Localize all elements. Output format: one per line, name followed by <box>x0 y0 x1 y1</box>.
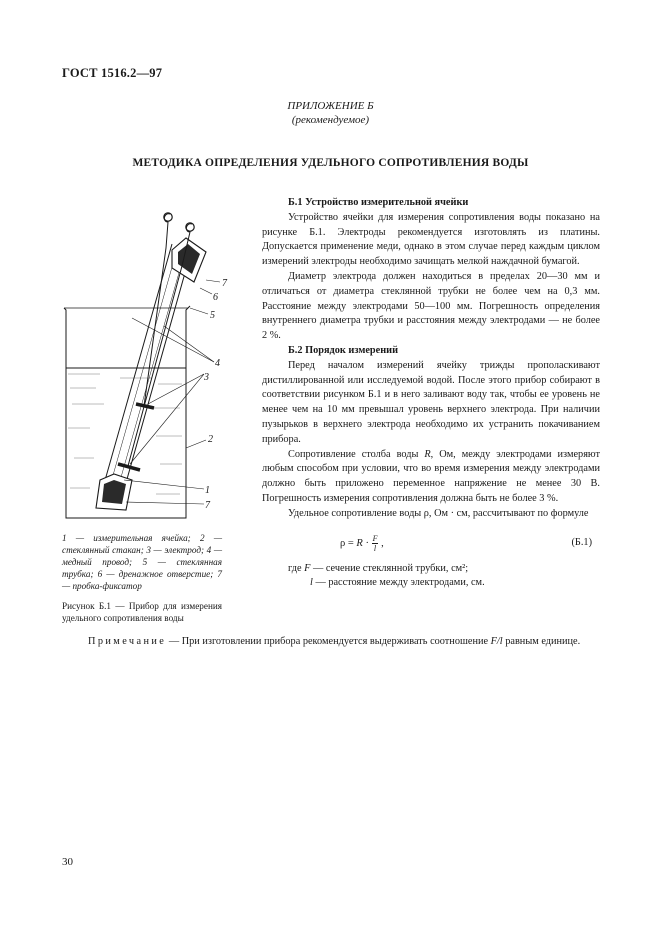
figure-caption: Рисунок Б.1 — Прибор для измерения удельного сопротивления воды <box>62 601 222 623</box>
note-label: Примечание <box>88 636 167 647</box>
section-b2-paragraph-2 <box>262 448 600 507</box>
figure-label-3: 3 <box>204 372 209 383</box>
formula-lhs: ρ = <box>340 537 357 549</box>
figure-label-5: 5 <box>210 310 215 321</box>
document-header: ГОСТ 1516.2—97 <box>62 66 163 80</box>
section-b1-paragraph-2: Диаметр электрода должен находиться в пределах 20—30 мм и отличаться от диаметра стеклянной трубки не более чем на 0,3 мм. Расстояние между электродами 50—100 мм. Погрешность определения внутреннего диаметра трубки и расстояния между электродами — не более 2 %. <box>262 270 600 342</box>
symbol-l: l <box>310 577 313 589</box>
where-prefix: где <box>288 562 305 574</box>
section-b2-paragraph-3: Удельное сопротивление воды ρ, Ом · см, рассчитывают по формуле <box>288 507 589 519</box>
measuring-cell-figure <box>60 208 230 526</box>
figure-label-4: 4 <box>215 358 220 369</box>
appendix-title: ПРИЛОЖЕНИЕ Б <box>287 100 374 112</box>
formula-dot: · <box>362 537 372 549</box>
figure-legend: 1 — измерительная ячейка; 2 — стеклянный стакан; 3 — электрод; 4 — медный провод; 5 — стеклянная трубка; 6 — дренажное отверстие; 7 — пробка-фиксатор <box>62 533 222 591</box>
appendix-heading <box>0 99 661 127</box>
formula-tail: , <box>378 537 384 549</box>
wire-upper <box>144 214 170 406</box>
section-b2-paragraph-1: Перед началом измерений ячейку трижды прополаскивают дистиллированной или исследуемой водой. После этого прибор собирают в соответствии рисунком Б.1 и в него заливают воду так, чтобы ее уровень не менее чем на 10 мм превышал уровень верхнего электрода. При наличии пузырьков в верхнего электрода необходимо их устранить покачиванием прибора. <box>262 359 600 445</box>
note-ratio: F/l <box>490 636 503 647</box>
where-f <box>262 562 600 577</box>
figure-label-1: 1 <box>205 485 210 496</box>
formula-r: R <box>356 537 363 549</box>
lower-electrode <box>118 464 140 470</box>
formula-b1 <box>262 528 600 558</box>
figure-label-6: 6 <box>213 292 218 303</box>
glass-tube <box>100 244 192 504</box>
main-text <box>262 196 600 591</box>
where-f-text: — сечение стеклянной трубки, см²; <box>310 562 469 574</box>
page-number: 30 <box>62 856 73 868</box>
figure-label-7-bottom: 7 <box>205 500 210 511</box>
note-text: — При изготовлении прибора рекомендуется выдерживать соотношение <box>166 636 491 647</box>
figure-label-7-top: 7 <box>222 278 227 289</box>
where-l <box>262 576 600 591</box>
formula-expression <box>340 534 384 553</box>
section-b2-heading: Б.2 Порядок измерений <box>288 344 399 356</box>
formula-number: (Б.1) <box>571 536 592 548</box>
symbol-f: F <box>304 562 311 574</box>
note <box>62 634 600 649</box>
appendix-subtitle: (рекомендуемое) <box>291 114 370 126</box>
figure-label-2: 2 <box>208 434 213 445</box>
paragraph-text: Сопротивление столба воды <box>288 448 425 460</box>
paragraph-text: , Ом, между электродами измеряют любым способом при условии, что во время измерения между электродами должно быть приложено переменное напряжение не менее 30 В. Погрешность измерения сопротивления должна быть не более 3 %. <box>262 448 600 504</box>
formula-numerator: F <box>372 533 378 543</box>
section-b1-heading: Б.1 Устройство измерительной ячейки <box>288 197 469 208</box>
symbol-r: R <box>424 448 431 460</box>
note-text-end: равным единице. <box>502 636 581 647</box>
where-l-text: — расстояние между электродами, см. <box>312 577 485 589</box>
page-title: МЕТОДИКА ОПРЕДЕЛЕНИЯ УДЕЛЬНОГО СОПРОТИВЛЕНИЯ ВОДЫ <box>132 157 529 169</box>
section-b1-paragraph-1: Устройство ячейки для измерения сопротивления воды показано на рисунке Б.1. Электроды рекомендуется изготовлять из платины. Допускается применение меди, однако в этом случае перед каждым циклом измерений электроды необходимо зачищать мелкой наждачной бумагой. <box>262 211 600 268</box>
formula-denominator: l <box>373 543 377 553</box>
